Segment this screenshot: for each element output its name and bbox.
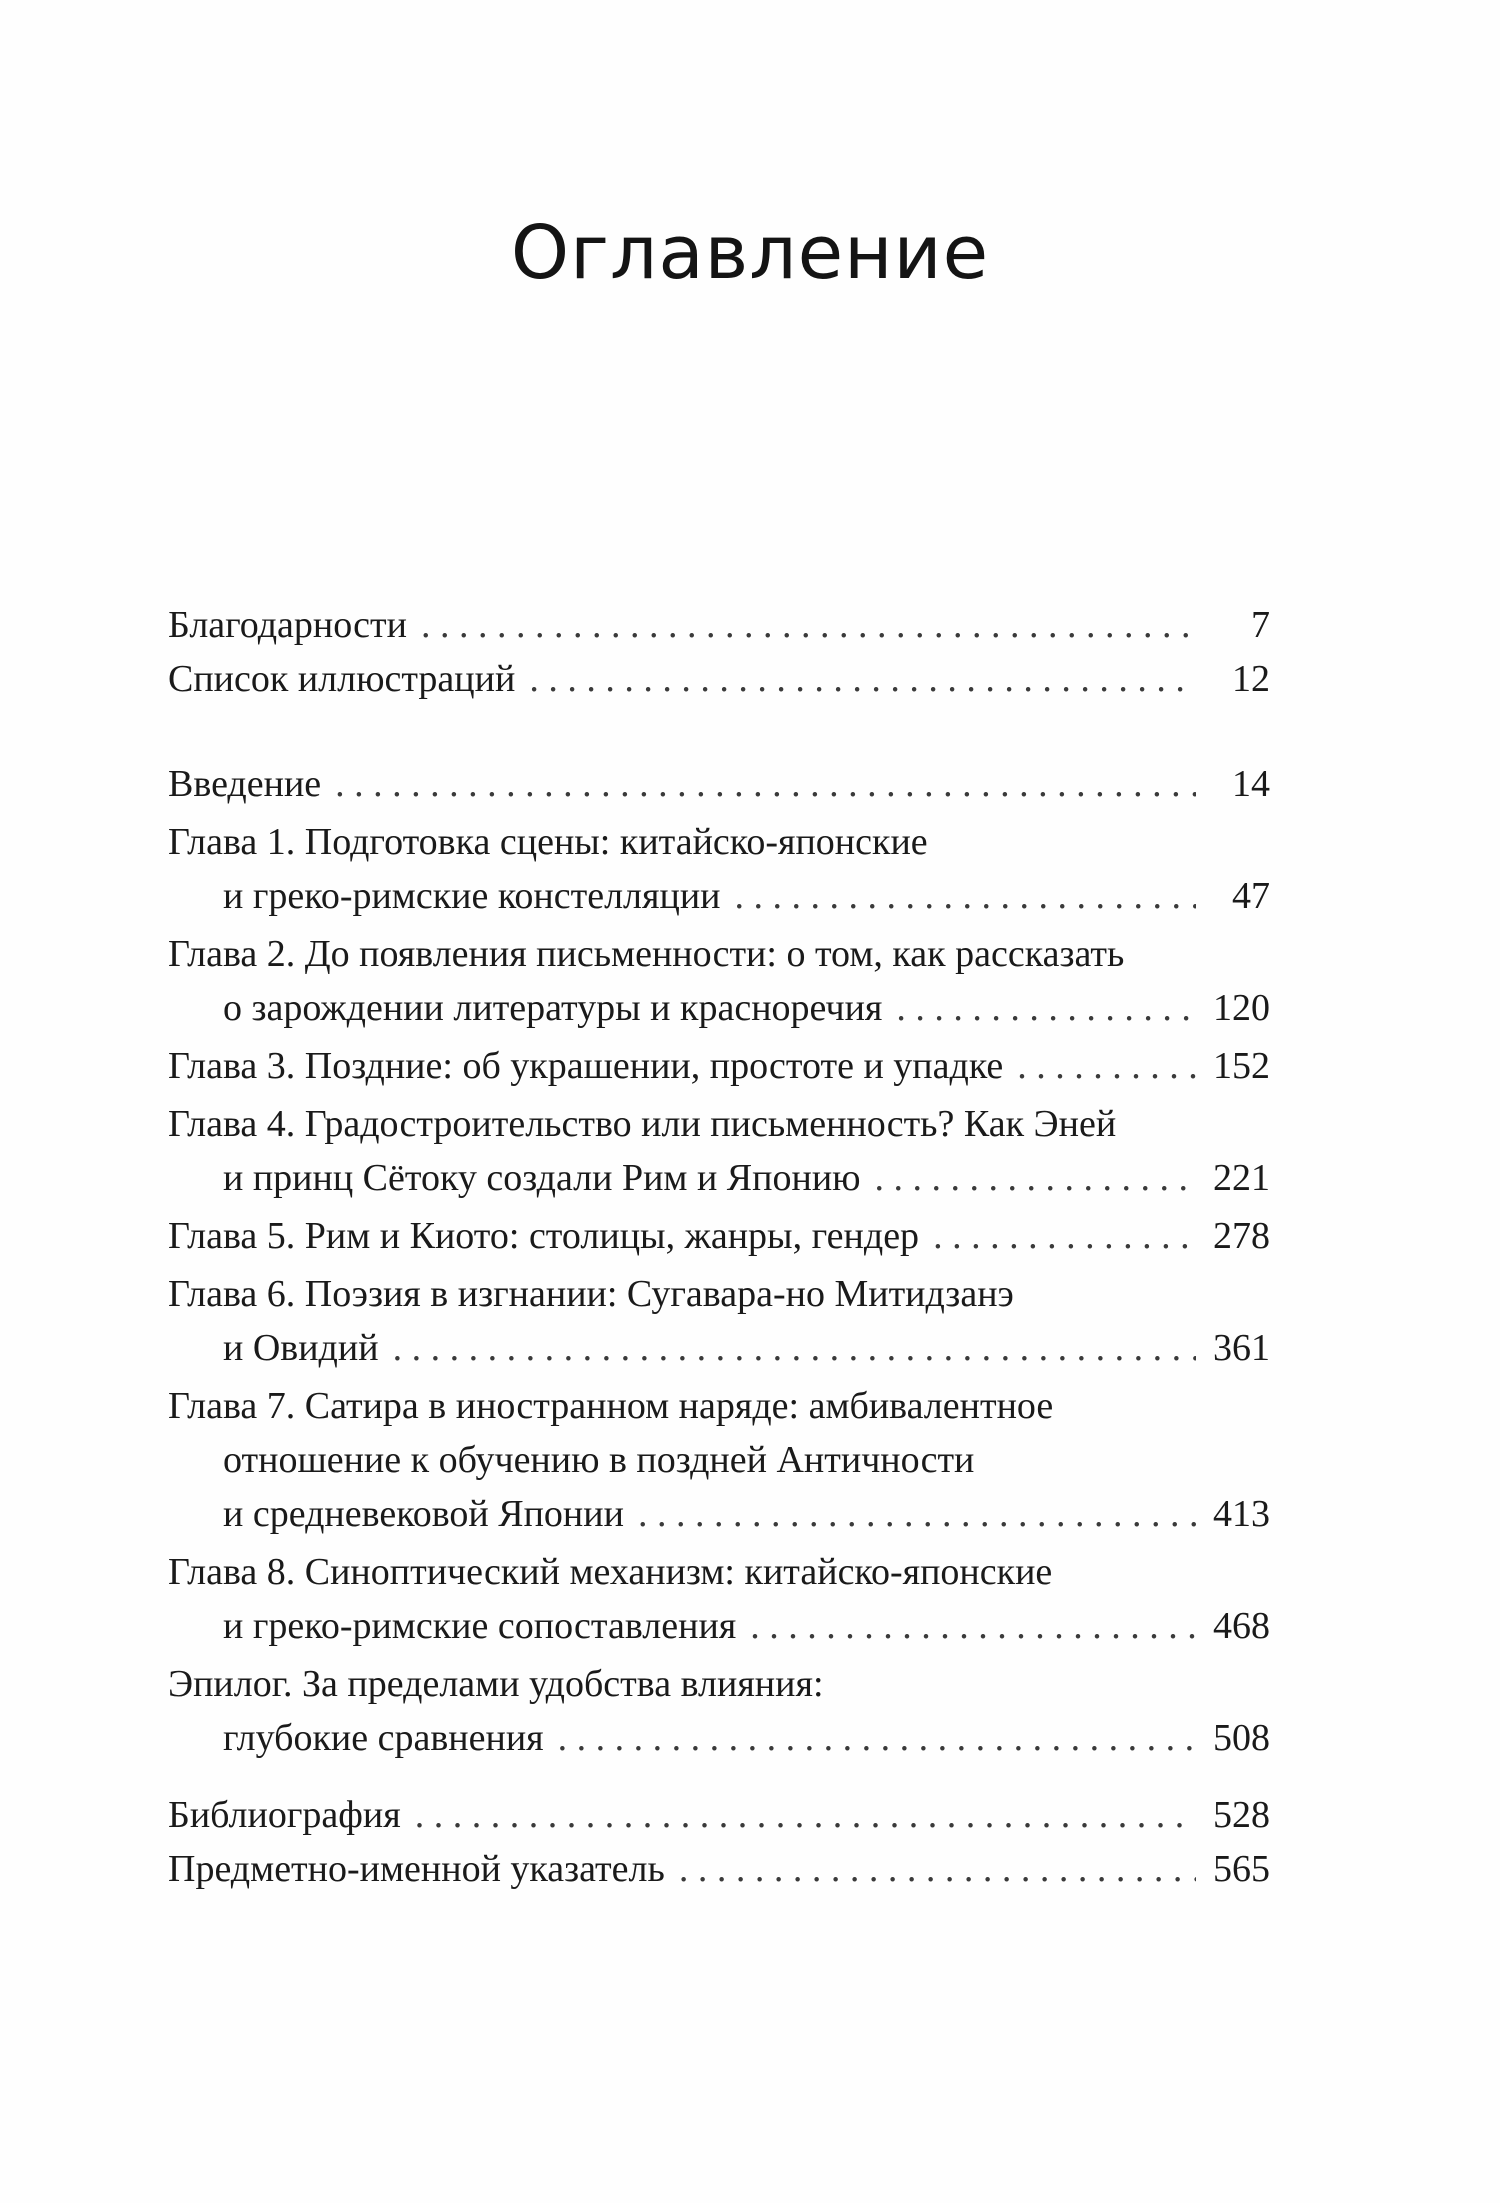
toc-entry-title: Глава 2. До появления письменности: о том, как рассказать: [168, 933, 1125, 975]
toc-entry-line: [168, 1711, 1270, 1765]
toc-entry-line: [168, 981, 1270, 1035]
toc-entry-title: Глава 7. Сатира в иностранном наряде: амбивалентное: [168, 1385, 1054, 1427]
toc-entry-page: 508: [1213, 1717, 1270, 1759]
page-title: Оглавление: [510, 210, 990, 296]
toc-entry-page: 120: [1213, 987, 1270, 1029]
toc-entry-page: 565: [1213, 1848, 1270, 1890]
toc-entry-title-cont: глубокие сравнения: [223, 1717, 544, 1759]
toc-entry-page: 47: [1232, 875, 1270, 917]
toc-entry-page: 468: [1213, 1605, 1270, 1647]
toc-entry-line: [168, 1657, 1270, 1711]
toc-entry: [168, 598, 1270, 652]
toc-entry-line: [168, 1487, 1270, 1541]
toc-entry: [168, 1209, 1270, 1263]
toc-entry-page: 413: [1213, 1493, 1270, 1535]
toc-entry-page: 14: [1232, 763, 1270, 805]
toc-entry: [168, 1039, 1270, 1093]
toc-entry-title-cont: и Овидий: [223, 1327, 379, 1369]
toc-entry: [168, 757, 1270, 811]
dot-leader: [393, 1321, 1196, 1375]
toc-entry-title: Введение: [168, 763, 322, 805]
toc-entry: [168, 1788, 1270, 1842]
toc-entry-title: Список иллюстраций: [168, 658, 516, 700]
dot-leader: [558, 1711, 1196, 1765]
toc-entry-line: [168, 1545, 1270, 1599]
toc-chapters: [168, 757, 1270, 1765]
toc-entry-page: 361: [1213, 1327, 1270, 1369]
dot-leader: [679, 1842, 1196, 1896]
toc-entry-title-cont: отношение к обучению в поздней Античности: [223, 1439, 975, 1481]
dot-leader: [1017, 1039, 1196, 1093]
toc-entry-line: [168, 1379, 1270, 1433]
toc-front-matter: [168, 598, 1270, 706]
toc-entry-page: 7: [1251, 604, 1270, 646]
dot-leader: [750, 1599, 1196, 1653]
toc-entry-page: 528: [1213, 1794, 1270, 1836]
toc-entry-line: [168, 1097, 1270, 1151]
toc-entry-title: Глава 4. Градостроительство или письменность? Как Эней: [168, 1103, 1117, 1145]
toc-entry-line: [168, 815, 1270, 869]
dot-leader: [896, 981, 1196, 1035]
toc-entry-title: Глава 3. Поздние: об украшении, простоте и упадке: [168, 1045, 1004, 1087]
toc-entry-page: 221: [1213, 1157, 1270, 1199]
dot-leader: [415, 1788, 1196, 1842]
toc-entry-title: Глава 6. Поэзия в изгнании: Сугавара-но Митидзанэ: [168, 1273, 1014, 1315]
toc-entry-title: Благодарности: [168, 604, 407, 646]
toc-entry-title-cont: и средневековой Японии: [223, 1493, 624, 1535]
toc-entry-page: 152: [1213, 1045, 1270, 1087]
dot-leader: [638, 1487, 1196, 1541]
toc-entry: [168, 652, 1270, 706]
toc-entry-title-cont: и греко-римские констелляции: [223, 875, 721, 917]
toc-entry-title: Глава 8. Синоптический механизм: китайско-японские: [168, 1551, 1053, 1593]
toc-entry-title: Предметно-именной указатель: [168, 1848, 665, 1890]
toc-entry-line: [168, 1267, 1270, 1321]
dot-leader: [529, 652, 1196, 706]
toc-entry-title-cont: и принц Сётоку создали Рим и Японию: [223, 1157, 861, 1199]
dot-leader: [335, 757, 1196, 811]
dot-leader: [933, 1209, 1196, 1263]
toc-entry-title-cont: и греко-римские сопоставления: [223, 1605, 737, 1647]
toc-entry-line: [168, 869, 1270, 923]
dot-leader: [735, 869, 1196, 923]
toc-entry-title: Глава 1. Подготовка сцены: китайско-японские: [168, 821, 928, 863]
toc-back-matter: [168, 1788, 1270, 1896]
dot-leader: [421, 598, 1196, 652]
toc-entry-line: [168, 1151, 1270, 1205]
toc-entry: [168, 1842, 1270, 1896]
toc-entry-line: [168, 1321, 1270, 1375]
toc-entry-page: 12: [1232, 658, 1270, 700]
toc-entry-title: Глава 5. Рим и Киото: столицы, жанры, гендер: [168, 1215, 920, 1257]
toc-entry-line: [168, 927, 1270, 981]
toc-entry-line: [168, 1599, 1270, 1653]
toc-entry-page: 278: [1213, 1215, 1270, 1257]
dot-leader: [875, 1151, 1196, 1205]
toc-entry-title: Эпилог. За пределами удобства влияния:: [168, 1663, 824, 1705]
toc-entry-line: [168, 1433, 1270, 1487]
toc-entry-title: Библиография: [168, 1794, 401, 1836]
toc-entry-title-cont: о зарождении литературы и красноречия: [223, 987, 883, 1029]
